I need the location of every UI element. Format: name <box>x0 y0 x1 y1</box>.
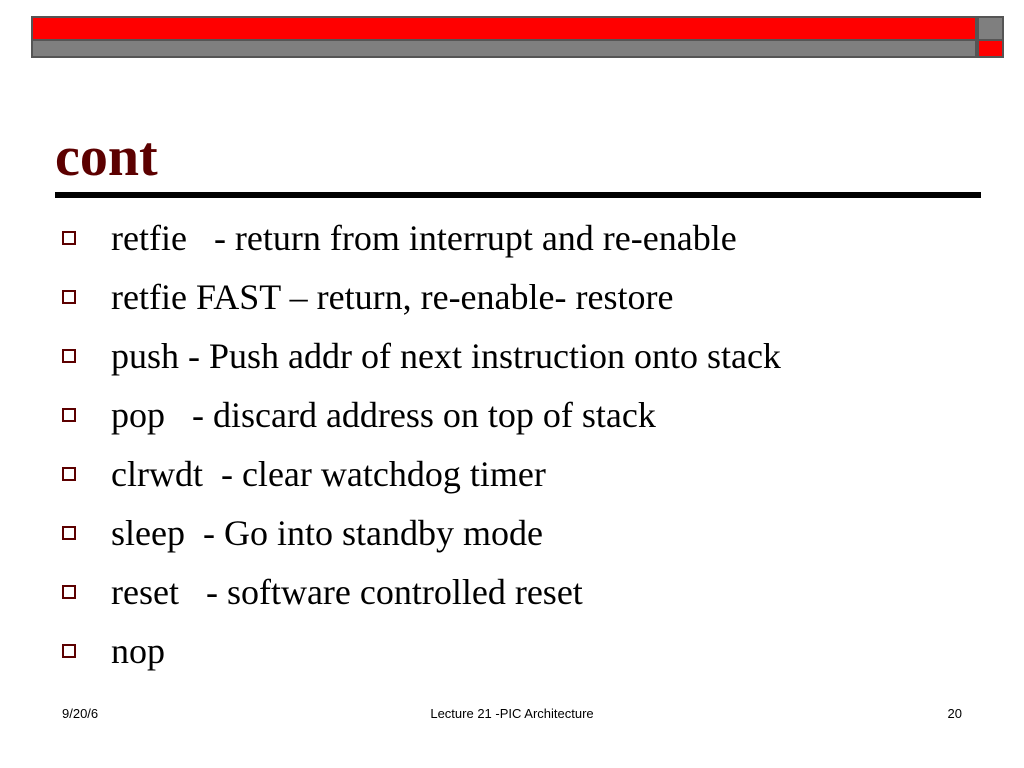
bullet-item <box>62 621 781 680</box>
hollow-square-bullet-icon <box>62 585 76 599</box>
bullet-list <box>62 208 781 680</box>
bullet-item <box>62 385 781 444</box>
header-band-gray <box>31 41 977 58</box>
hollow-square-bullet-icon <box>62 408 76 422</box>
hollow-square-bullet-icon <box>62 526 76 540</box>
footer-page-number: 20 <box>947 706 962 721</box>
hollow-square-bullet-icon <box>62 467 76 481</box>
footer-lecture-title: Lecture 21 -PIC Architecture <box>430 706 594 721</box>
bullet-text: reset - software controlled reset <box>111 571 583 612</box>
bullet-text: retfie - return from interrupt and re-enable <box>111 217 737 258</box>
bullet-item <box>62 326 781 385</box>
slide-title: cont <box>55 126 158 188</box>
bullet-text: nop <box>111 630 165 671</box>
hollow-square-bullet-icon <box>62 349 76 363</box>
hollow-square-bullet-icon <box>62 644 76 658</box>
bullet-text: pop - discard address on top of stack <box>111 394 656 435</box>
hollow-square-bullet-icon <box>62 290 76 304</box>
bullet-item <box>62 503 781 562</box>
bullet-text: retfie FAST – return, re-enable- restore <box>111 276 674 317</box>
bullet-text: push - Push addr of next instruction onto stack <box>111 335 781 376</box>
bullet-text: clrwdt - clear watchdog timer <box>111 453 546 494</box>
bullet-text: sleep - Go into standby mode <box>111 512 543 553</box>
footer-date: 9/20/6 <box>62 706 99 721</box>
hollow-square-bullet-icon <box>62 231 76 245</box>
bullet-item <box>62 208 781 267</box>
header-corner-square-gray <box>977 16 1004 41</box>
bullet-item <box>62 562 781 621</box>
header-band-red <box>31 16 977 41</box>
bullet-item <box>62 267 781 326</box>
header-corner-square-red <box>977 41 1004 58</box>
bullet-item <box>62 444 781 503</box>
title-underline-divider <box>55 192 981 198</box>
